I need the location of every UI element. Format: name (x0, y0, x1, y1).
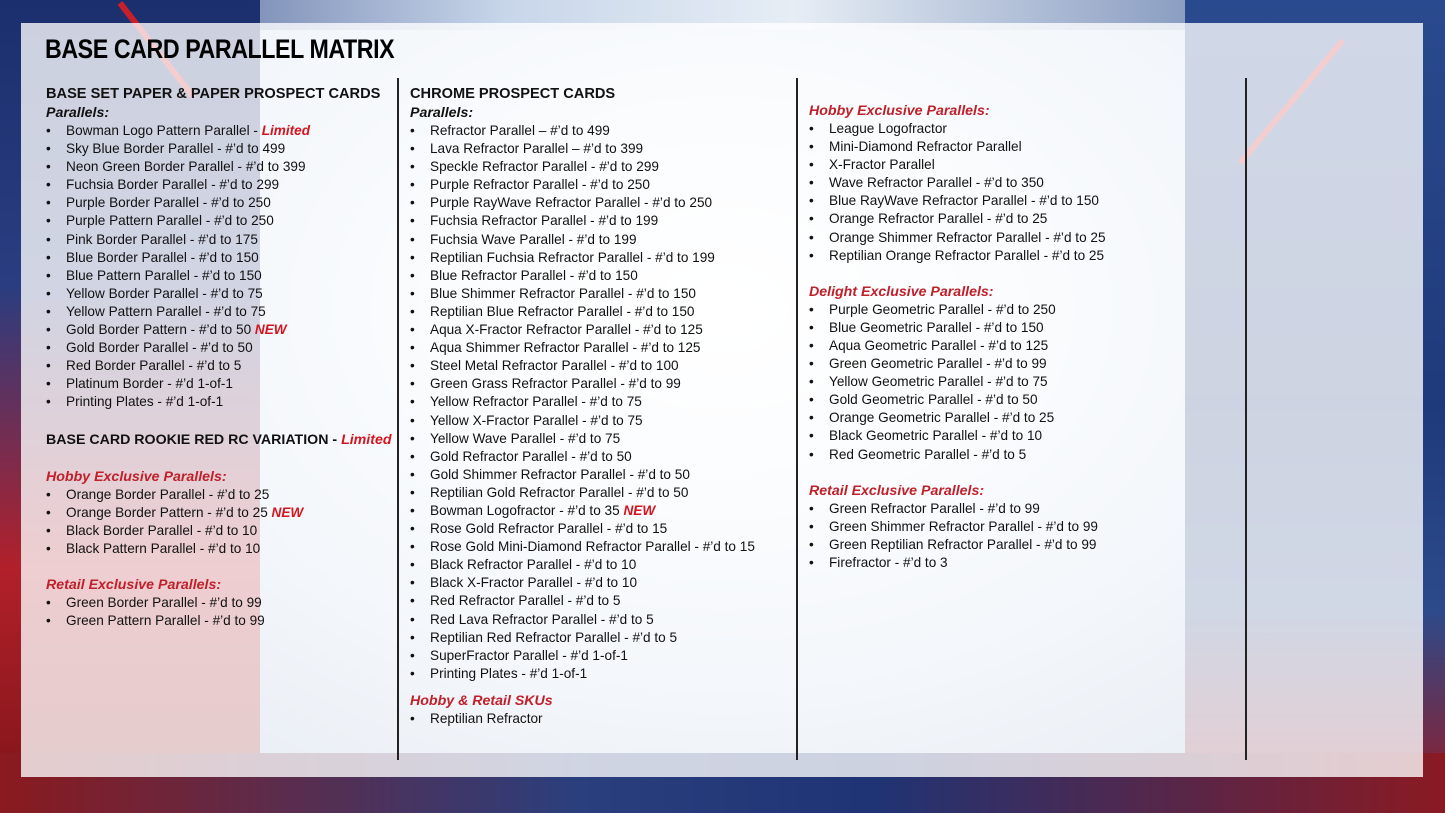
list-item (410, 212, 790, 230)
page-title: BASE CARD PARALLEL MATRIX (45, 34, 395, 64)
list-item-text: Firefractor - #’d to 3 (829, 554, 948, 570)
list-item (410, 538, 790, 556)
limited-tag: Limited (341, 431, 392, 448)
list-item-text: Green Shimmer Refractor Parallel - #’d to 99 (829, 518, 1098, 534)
list-item (809, 355, 1239, 373)
list-item (809, 554, 1239, 572)
list-item-text: Reptilian Orange Refractor Parallel - #’d to 25 (829, 247, 1105, 263)
list-item-text: Blue Shimmer Refractor Parallel - #’d to 150 (430, 285, 696, 301)
column-chrome-prospect (410, 84, 790, 728)
list-item (410, 466, 790, 484)
list-item (809, 301, 1239, 319)
retail-exclusive-list (809, 500, 1239, 572)
list-item (410, 357, 790, 375)
list-item-text: Purple Pattern Parallel - #’d to 250 (66, 213, 274, 229)
list-item-text: Green Grass Refractor Parallel - #’d to 99 (430, 376, 681, 392)
list-item (410, 285, 790, 303)
limited-tag: Limited (261, 123, 311, 138)
list-item-text: Orange Geometric Parallel - #’d to 25 (829, 410, 1055, 426)
list-item-text: Red Lava Refractor Parallel - #’d to 5 (430, 611, 654, 627)
hobby-exclusive-list (46, 486, 391, 558)
list-item (46, 194, 391, 212)
list-item (809, 337, 1239, 355)
list-item (809, 446, 1239, 464)
list-item (410, 140, 790, 158)
list-item (46, 140, 391, 158)
list-item (46, 540, 391, 558)
list-item-text: Red Border Parallel - #’d to 5 (66, 358, 242, 374)
list-item (410, 231, 790, 249)
list-item-text: Purple RayWave Refractor Parallel - #’d to 250 (430, 195, 713, 211)
list-item (46, 267, 391, 285)
list-item (410, 194, 790, 212)
list-item-text: Gold Shimmer Refractor Parallel - #’d to 50 (430, 466, 690, 482)
list-item (410, 484, 790, 502)
list-item-text: Gold Refractor Parallel - #’d to 50 (430, 448, 632, 464)
list-item (809, 120, 1239, 138)
list-item (809, 319, 1239, 337)
list-item-text: Rose Gold Refractor Parallel - #’d to 15 (430, 521, 668, 537)
list-item-text: Platinum Border - #’d 1-of-1 (66, 376, 233, 392)
list-item-text: Fuchsia Border Parallel - #’d to 299 (66, 177, 280, 193)
list-item-text: Yellow Geometric Parallel - #’d to 75 (829, 374, 1048, 390)
list-item-text: Fuchsia Refractor Parallel - #’d to 199 (430, 213, 659, 229)
list-item-text: Green Reptilian Refractor Parallel - #’d to 99 (829, 536, 1097, 552)
list-item (46, 231, 391, 249)
list-item-text: Gold Border Pattern - #’d to 50 (66, 322, 255, 338)
list-item-text: Black Refractor Parallel - #’d to 10 (430, 557, 637, 573)
list-item (809, 500, 1239, 518)
list-item-text: Yellow Pattern Parallel - #’d to 75 (66, 303, 266, 319)
list-item-text: Orange Border Pattern - #’d to 25 (66, 504, 272, 520)
list-item-text: Lava Refractor Parallel – #’d to 399 (430, 141, 644, 157)
list-item (809, 156, 1239, 174)
column-exclusives (809, 102, 1239, 572)
list-item-text: Speckle Refractor Parallel - #’d to 299 (430, 159, 659, 175)
list-item-text: Black X-Fractor Parallel - #’d to 10 (430, 575, 638, 591)
list-item (410, 122, 790, 140)
list-item-text: Gold Geometric Parallel - #’d to 50 (829, 392, 1038, 408)
list-item (46, 612, 391, 630)
list-item-text: Aqua Geometric Parallel - #’d to 125 (829, 337, 1049, 353)
section-heading: CHROME PROSPECT CARDS (410, 86, 616, 102)
list-item (809, 391, 1239, 409)
sku-label: Hobby & Retail SKUs (410, 692, 553, 709)
list-item-text: Printing Plates - #’d 1-of-1 (66, 394, 224, 410)
list-item (46, 158, 391, 176)
list-item (410, 375, 790, 393)
list-item (809, 229, 1239, 247)
list-item-text: Aqua Shimmer Refractor Parallel - #’d to 125 (430, 340, 701, 356)
list-item (46, 375, 391, 393)
list-item (410, 647, 790, 665)
list-item (410, 267, 790, 285)
list-item (809, 536, 1239, 554)
list-item (46, 504, 391, 522)
list-item (410, 574, 790, 592)
retail-exclusive-list (46, 594, 391, 630)
list-item (46, 212, 391, 230)
parallels-label: Parallels: (410, 105, 474, 121)
list-item (410, 520, 790, 538)
list-item (46, 339, 391, 357)
list-item-text: Blue Geometric Parallel - #’d to 150 (829, 319, 1044, 335)
list-item-text: Red Refractor Parallel - #’d to 5 (430, 593, 621, 609)
new-tag: NEW (623, 502, 656, 518)
column-base-set (46, 84, 391, 630)
list-item-text: Reptilian Gold Refractor Parallel - #’d to 50 (430, 484, 689, 500)
list-item (809, 210, 1239, 228)
list-item (46, 486, 391, 504)
list-item (809, 427, 1239, 445)
list-item-text: Orange Refractor Parallel - #’d to 25 (829, 211, 1048, 227)
rookie-heading-text: BASE CARD ROOKIE RED RC VARIATION (46, 431, 329, 448)
list-item (809, 518, 1239, 536)
list-item (410, 710, 790, 728)
hobby-exclusive-label: Hobby Exclusive Parallels: (46, 468, 227, 485)
list-item-text: X-Fractor Parallel (829, 157, 935, 173)
list-item-text: Black Pattern Parallel - #’d to 10 (66, 540, 261, 556)
list-item-text: Green Geometric Parallel - #’d to 99 (829, 356, 1047, 372)
list-item (410, 611, 790, 629)
list-item (410, 592, 790, 610)
list-item-text: Orange Shimmer Refractor Parallel - #’d to 25 (829, 229, 1106, 245)
list-item-text: Blue Pattern Parallel - #’d to 150 (66, 267, 262, 283)
list-item-text: Neon Green Border Parallel - #’d to 399 (66, 159, 306, 175)
list-item (809, 138, 1239, 156)
list-item (46, 285, 391, 303)
list-item-text: Yellow Border Parallel - #’d to 75 (66, 285, 263, 301)
list-item (46, 303, 391, 321)
list-item-text: Black Border Parallel - #’d to 10 (66, 522, 258, 538)
delight-exclusive-list (809, 301, 1239, 464)
list-item-text: Pink Border Parallel - #’d to 175 (66, 231, 258, 247)
list-item (46, 522, 391, 540)
delight-exclusive-label: Delight Exclusive Parallels: (809, 283, 994, 300)
new-tag: NEW (254, 322, 287, 338)
hobby-exclusive-label: Hobby Exclusive Parallels: (809, 103, 990, 119)
list-item (410, 430, 790, 448)
list-item (46, 249, 391, 267)
list-item (809, 174, 1239, 192)
list-item-text: Gold Border Parallel - #’d to 50 (66, 340, 253, 356)
list-item-text: Printing Plates - #’d 1-of-1 (430, 665, 588, 681)
list-item (410, 158, 790, 176)
list-item (410, 321, 790, 339)
list-item-text: Blue Border Parallel - #’d to 150 (66, 249, 259, 265)
list-item-text: Green Refractor Parallel - #’d to 99 (829, 500, 1040, 516)
new-tag: NEW (271, 504, 304, 520)
list-item-text: Refractor Parallel – #’d to 499 (430, 123, 610, 138)
column-divider (1245, 78, 1247, 760)
list-item-text: Yellow X-Fractor Parallel - #’d to 75 (430, 412, 643, 428)
list-item (809, 409, 1239, 427)
list-item (410, 303, 790, 321)
list-item (809, 373, 1239, 391)
list-item-text: Mini-Diamond Refractor Parallel (829, 139, 1022, 155)
list-item-text: Fuchsia Wave Parallel - #’d to 199 (430, 231, 637, 247)
list-item (410, 665, 790, 683)
list-item-text: Bowman Logofractor - #’d to 35 (430, 502, 624, 518)
list-item-text: Blue RayWave Refractor Parallel - #’d to 150 (829, 193, 1099, 209)
parallels-label: Parallels: (46, 105, 110, 121)
list-item-text: Reptilian Fuchsia Refractor Parallel - #’d to 199 (430, 249, 715, 265)
list-item (410, 556, 790, 574)
list-item (410, 393, 790, 411)
list-item (410, 448, 790, 466)
list-item (410, 629, 790, 647)
list-item-text: Red Geometric Parallel - #’d to 5 (829, 446, 1027, 462)
list-item-text: Reptilian Blue Refractor Parallel - #’d to 150 (430, 303, 695, 319)
list-item-text: Steel Metal Refractor Parallel - #’d to 100 (430, 358, 679, 374)
list-item-text: Green Border Parallel - #’d to 99 (66, 594, 262, 610)
list-item (410, 176, 790, 194)
list-item (46, 357, 391, 375)
list-item (46, 594, 391, 612)
list-item (809, 192, 1239, 210)
list-item (410, 249, 790, 267)
list-item-text: SuperFractor Parallel - #’d 1-of-1 (430, 647, 628, 663)
list-item-text: Rose Gold Mini-Diamond Refractor Parallel - #’d to 15 (430, 539, 755, 555)
retail-exclusive-label: Retail Exclusive Parallels: (46, 576, 222, 593)
list-item-text: Purple Refractor Parallel - #’d to 250 (430, 177, 650, 193)
list-item-text: Purple Border Parallel - #’d to 250 (66, 195, 271, 211)
list-item (410, 412, 790, 430)
list-item (46, 321, 391, 339)
list-item (410, 339, 790, 357)
section-heading: BASE SET PAPER & PAPER PROSPECT CARDS (46, 86, 381, 102)
list-item-text: Aqua X-Fractor Refractor Parallel - #’d to 125 (430, 322, 703, 338)
retail-exclusive-label: Retail Exclusive Parallels: (809, 482, 985, 499)
rookie-heading-separator: - (328, 431, 342, 448)
list-item-text: Bowman Logo Pattern Parallel - (66, 123, 262, 138)
sku-list (410, 710, 790, 728)
list-item (46, 176, 391, 194)
list-item-text: Reptilian Red Refractor Parallel - #’d to 5 (430, 629, 678, 645)
list-item (410, 502, 790, 520)
list-item-text: Green Pattern Parallel - #’d to 99 (66, 612, 265, 628)
list-item-text: Reptilian Refractor (430, 710, 543, 726)
list-item-text: League Logofractor (829, 121, 947, 136)
parallel-list (46, 122, 391, 412)
column-divider (397, 78, 399, 760)
list-item-text: Blue Refractor Parallel - #’d to 150 (430, 267, 638, 283)
column-divider (796, 78, 798, 760)
list-item-text: Wave Refractor Parallel - #’d to 350 (829, 175, 1044, 191)
list-item-text: Yellow Wave Parallel - #’d to 75 (430, 430, 621, 446)
list-item-text: Purple Geometric Parallel - #’d to 250 (829, 301, 1056, 317)
list-item (46, 122, 391, 140)
list-item-text: Orange Border Parallel - #’d to 25 (66, 486, 270, 502)
parallel-list (410, 122, 790, 683)
rookie-variation-heading (46, 430, 391, 450)
list-item (46, 393, 391, 411)
list-item-text: Sky Blue Border Parallel - #’d to 499 (66, 141, 286, 157)
list-item (809, 247, 1239, 265)
list-item-text: Yellow Refractor Parallel - #’d to 75 (430, 394, 642, 410)
list-item-text: Black Geometric Parallel - #’d to 10 (829, 428, 1043, 444)
hobby-exclusive-list (809, 120, 1239, 265)
